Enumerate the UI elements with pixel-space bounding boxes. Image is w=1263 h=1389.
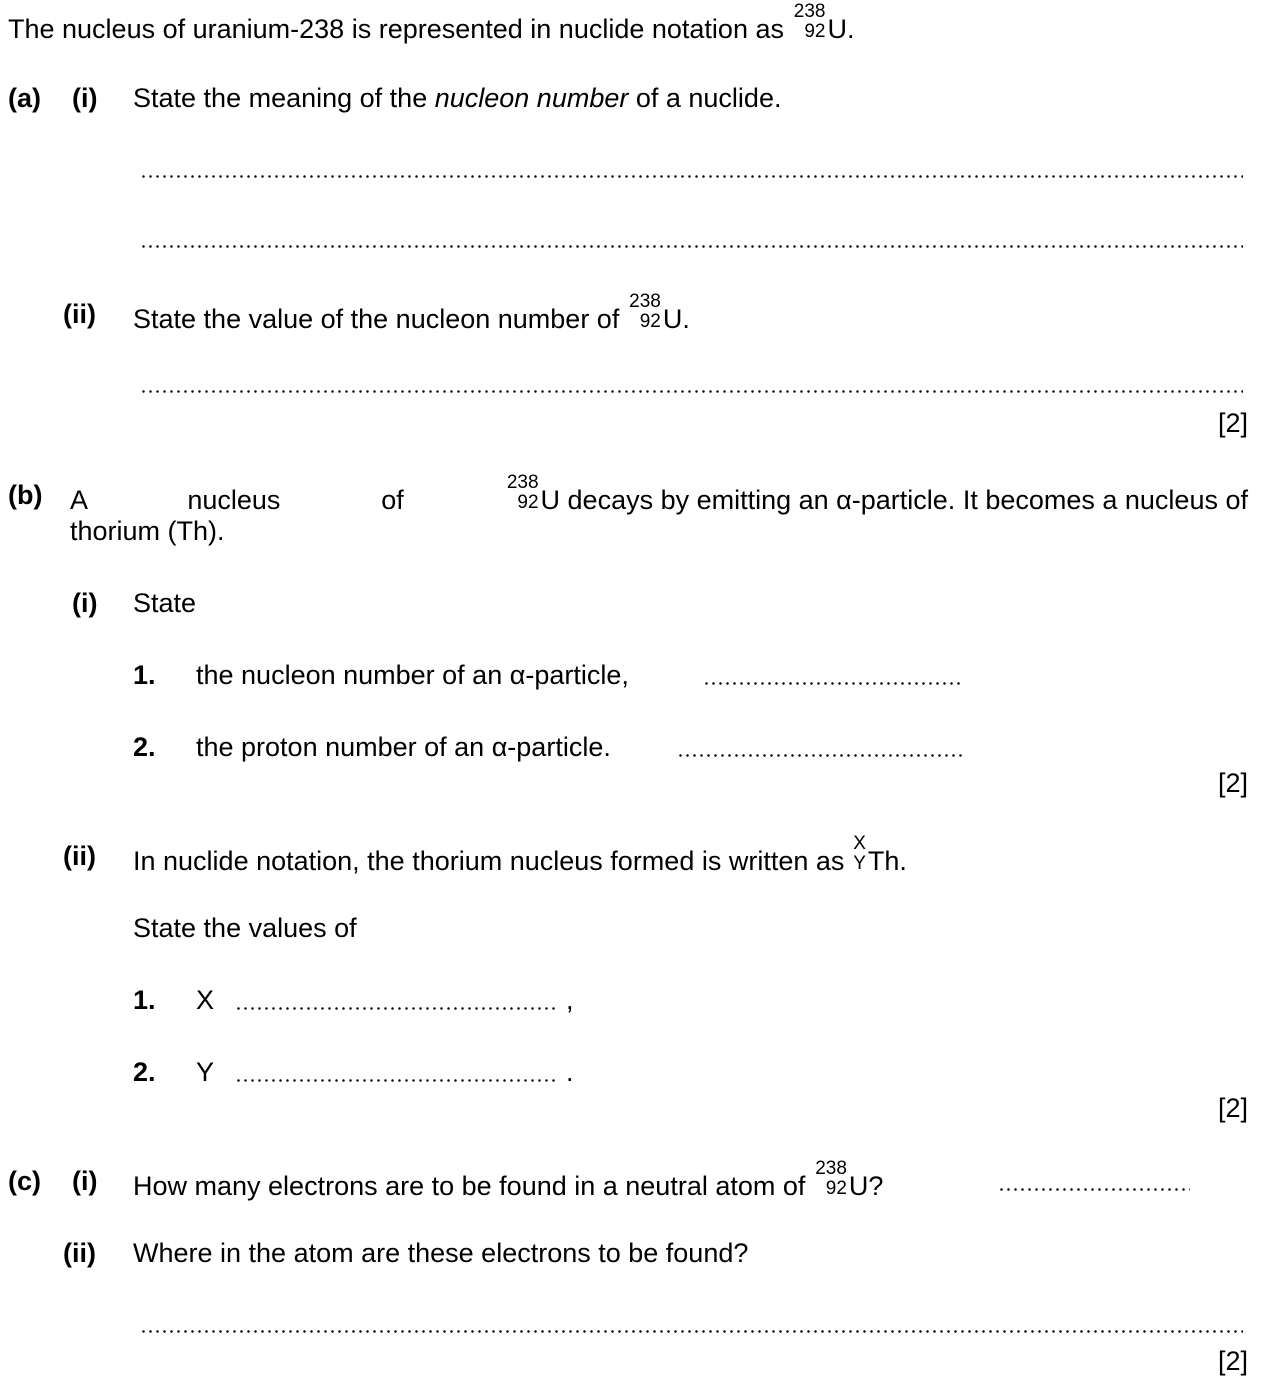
part-c-i-question: How many electrons are to be found in a neutral atom of 238 92 U? [133,1158,884,1201]
answer-line-b-i-1[interactable] [703,682,963,685]
part-b-i-item2-number: 2. [133,732,156,762]
part-b-stem-line1: A nucleus of 238 92 U decays by emitting an α-particle. It becomes a nucleus of [70,472,1248,515]
part-c-i-label: (i) [72,1166,98,1196]
marks-a: [2] [1217,408,1248,438]
part-b-ii-question: In nuclide notation, the thorium nucleus formed is written as X Y Th. [133,833,907,876]
part-b-i-item1-text: the nucleon number of an α-particle, [196,660,629,690]
part-b-i-item2-text: the proton number of an α-particle. [196,732,611,762]
part-b-i-item1-number: 1. [133,660,156,690]
uranium-nuclide: 238 92 U [815,1158,869,1201]
answer-line-c-i[interactable] [998,1188,1190,1191]
answer-line-b-ii-x[interactable] [235,1007,555,1010]
part-a-label: (a) [8,83,41,113]
part-b-i-question: State [133,588,197,618]
answer-line-a-i-2[interactable] [140,245,1243,248]
part-a-ii-question: State the value of the nucleon number of 238 92 U. [133,291,690,334]
part-b-ii-item2-end: . [566,1057,574,1087]
intro-text: The nucleus of uranium-238 is represented in nuclide notation as 238 92 U. [8,1,855,44]
answer-line-a-ii[interactable] [140,390,1243,393]
uranium-nuclide: 238 92 U [629,291,683,334]
marks-b-i: [2] [1217,768,1248,798]
marks-c: [2] [1217,1346,1248,1376]
part-b-stem-line2: thorium (Th). [70,516,225,546]
part-c-ii-label: (ii) [63,1238,96,1268]
answer-line-c-ii[interactable] [140,1330,1243,1333]
thorium-nuclide: X Y Th [853,833,900,876]
part-b-label: (b) [8,480,43,510]
part-c-label: (c) [8,1166,41,1196]
part-b-i-label: (i) [72,588,98,618]
part-a-i-label: (i) [72,83,98,113]
answer-line-b-i-2[interactable] [677,754,963,757]
answer-line-a-i-1[interactable] [140,175,1243,178]
marks-b-ii: [2] [1217,1093,1248,1123]
answer-line-b-ii-y[interactable] [235,1079,555,1082]
uranium-nuclide: 238 92 U decays by emitting an α-particle. It becomes a nucleus of [506,472,1248,515]
part-a-ii-label: (ii) [63,299,96,329]
part-b-ii-item2-number: 2. [133,1057,156,1087]
part-b-ii-item1-var: X [196,985,215,1015]
part-b-ii-item1-number: 1. [133,985,156,1015]
part-b-ii-item1-end: , [566,985,574,1015]
part-b-ii-prompt: State the values of [133,913,357,943]
part-c-ii-question: Where in the atom are these electrons to be found? [133,1238,749,1268]
part-b-ii-item2-var: Y [196,1057,215,1087]
part-b-ii-label: (ii) [63,841,96,871]
part-a-i-question: State the meaning of the nucleon number of a nuclide. [133,83,782,113]
uranium-nuclide: 238 92 U [793,1,847,44]
